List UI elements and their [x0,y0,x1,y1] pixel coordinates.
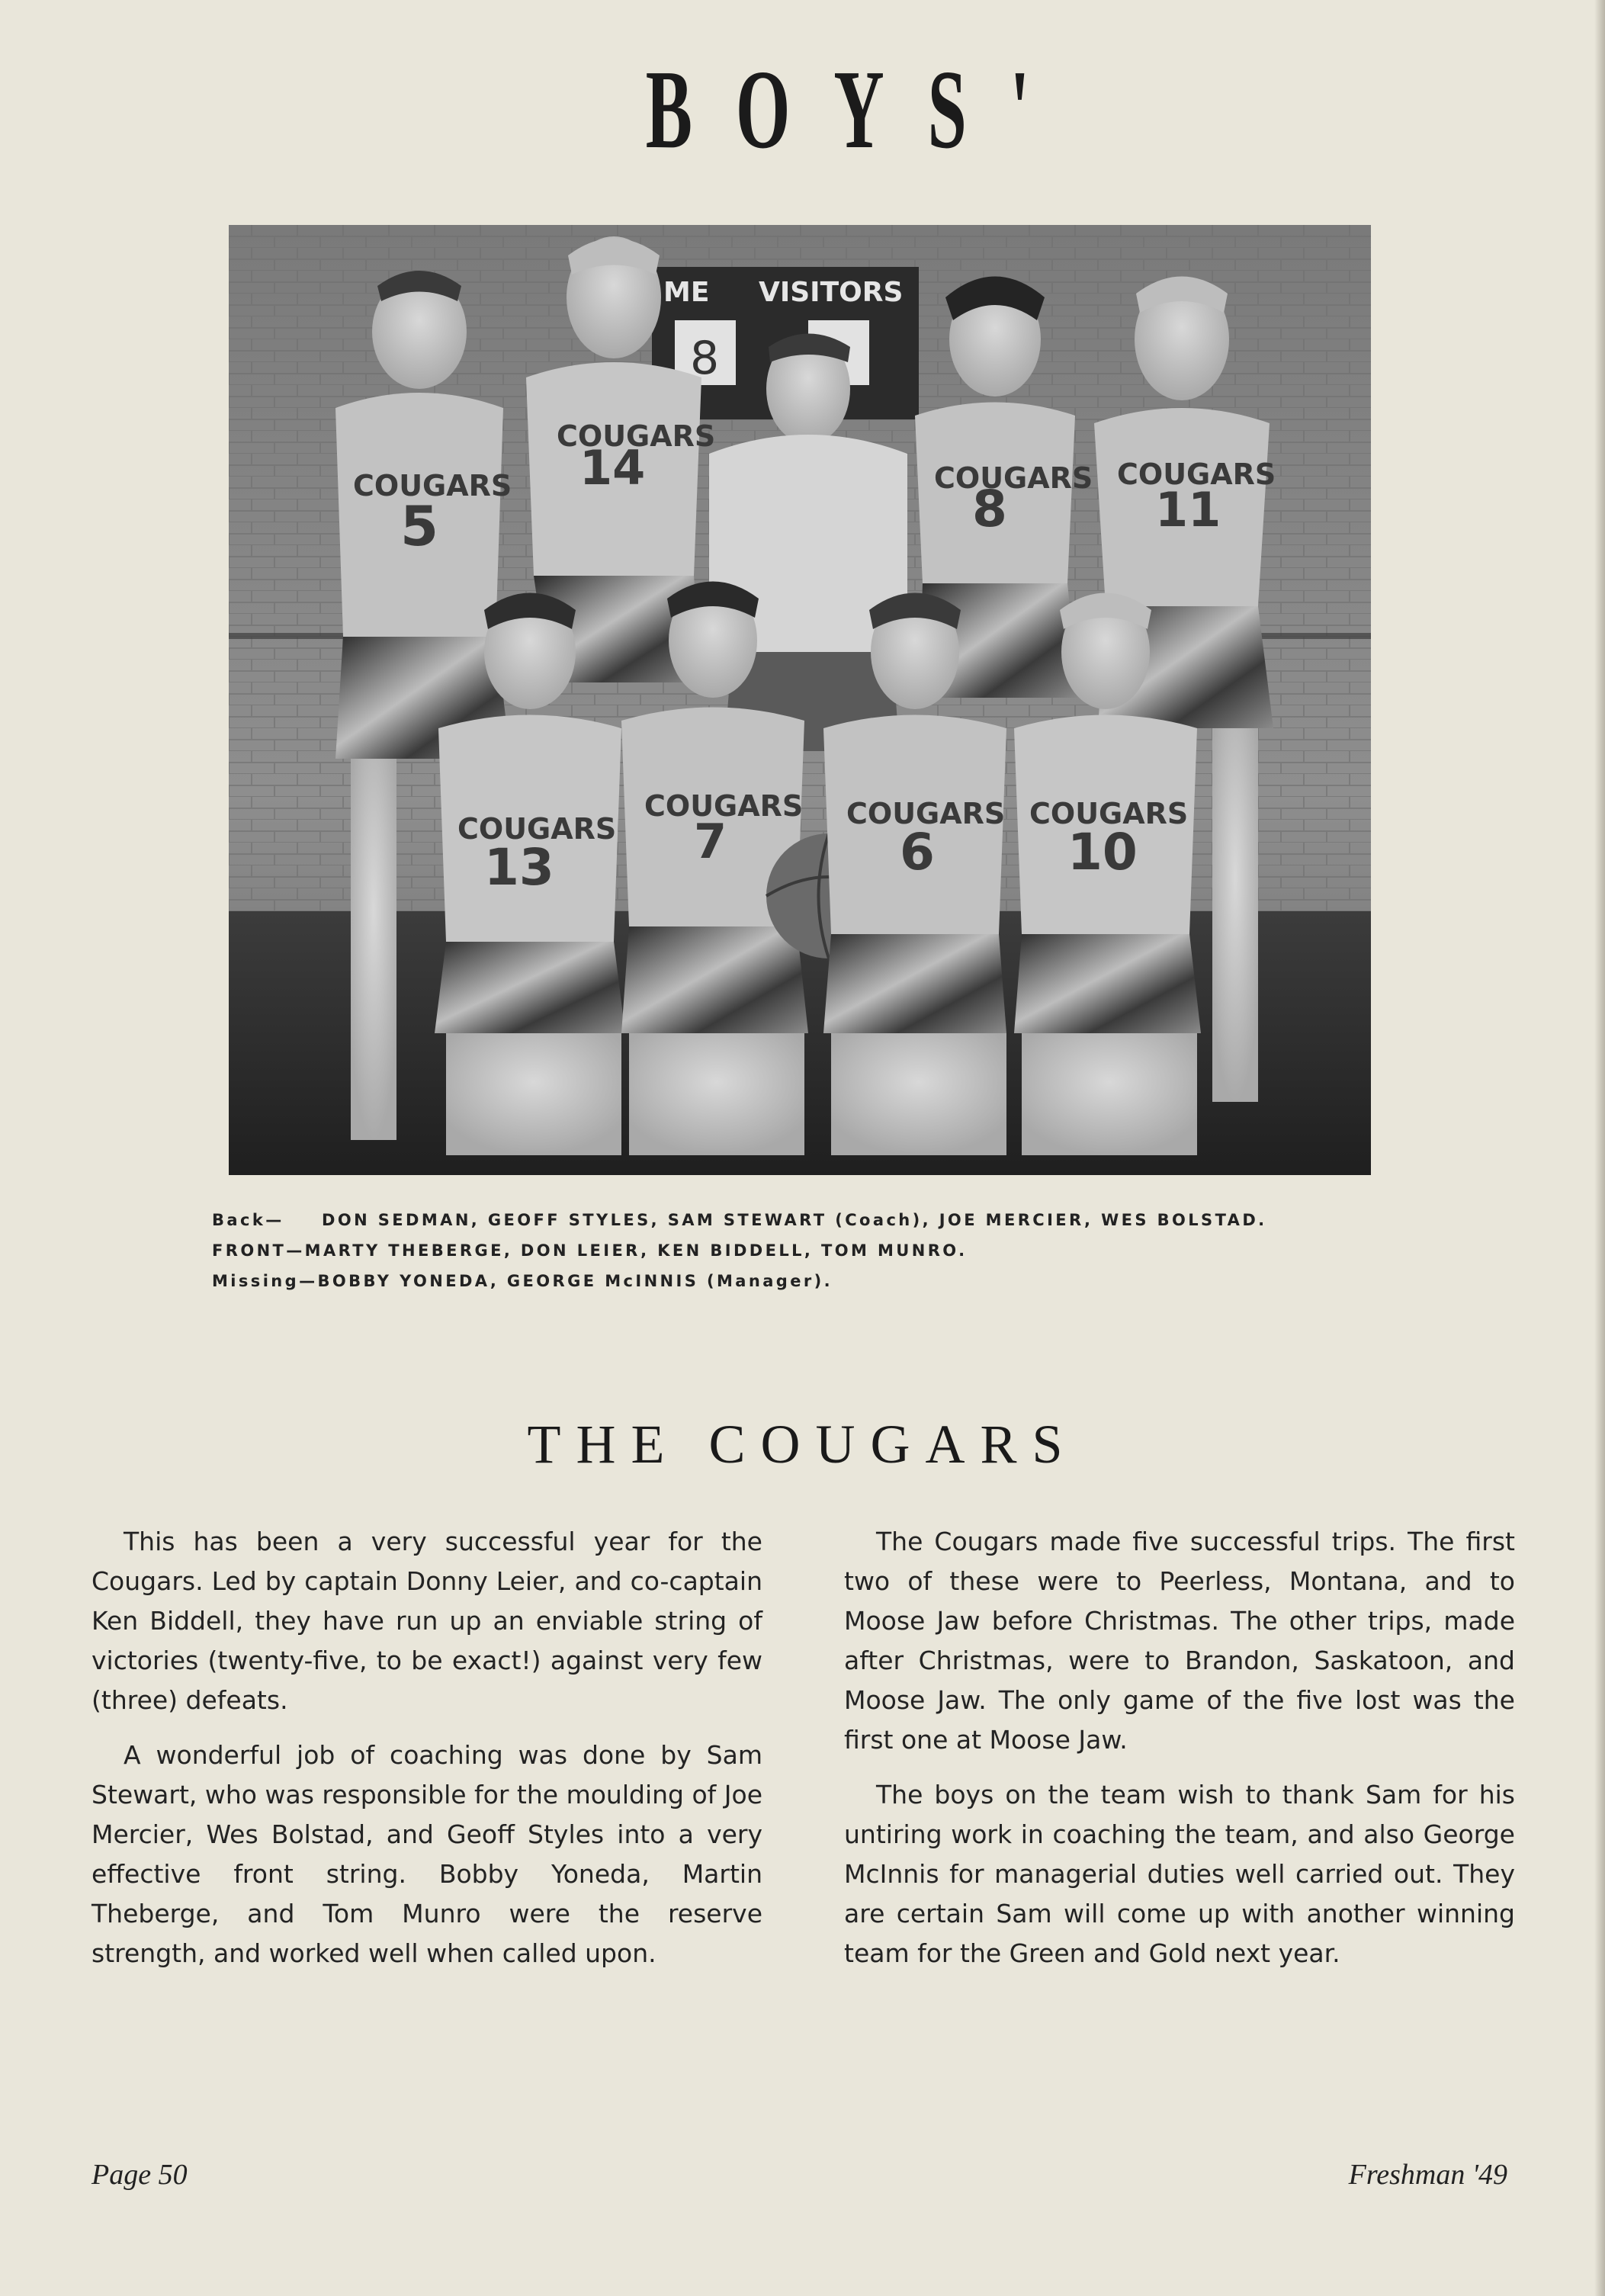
jersey-team-label: COUGARS [846,797,1006,830]
jersey-team-label: COUGARS [557,419,716,453]
publication-name: Freshman '49 [1348,2159,1507,2191]
jersey-team-label: COUGARS [934,461,1093,495]
caption-front-names: MARTY THEBERGE, DON LEIER, KEN BIDDELL, TOM MUNRO. [304,1241,968,1260]
page-edge-shadow [1594,0,1605,2296]
scoreboard-home-label: ME [663,277,710,308]
jersey-team-label: COUGARS [1029,797,1189,830]
jersey-number: 14 [579,440,646,496]
jersey-team-label: COUGARS [353,469,512,503]
jersey-team-label: COUGARS [644,789,804,823]
caption-back-names: DON SEDMAN, GEOFF STYLES, SAM STEWART (Coach), JOE MERCIER, WES BOLSTAD. [322,1211,1267,1229]
section-heading: THE COUGARS [527,1414,1078,1475]
caption-missing-row [212,1266,1401,1296]
article-left-column [91,1522,762,1989]
article-paragraph: The Cougars made five successful trips. The first two of these were to Peerless, Montana, and to Moose Jaw before Christmas. The other trips, made after Christmas, were to Brandon, Saskatoon, and Moose Jaw. The only game of the five lost was the first one at Moose Jaw. [844,1527,1515,1755]
jersey-number: 11 [1155,482,1221,538]
article-paragraph: The boys on the team wish to thank Sam for his untiring work in coaching the team, and also George McInnis for managerial duties well carried out. They are certain Sam will come up with another winning team for the Green and Gold next year. [844,1780,1515,1968]
caption-front-label: FRONT— [212,1241,305,1260]
caption-front-row [212,1235,1401,1266]
page-top-heading: BOYS' [645,47,1074,172]
jersey-number: 8 [972,480,1007,538]
jersey-number: 7 [694,814,727,869]
article-right-column [844,1522,1515,1989]
scoreboard-score: 8 [690,332,720,385]
caption-missing-names: BOBBY YONEDA, GEORGE McINNIS (Manager). [317,1272,833,1290]
article-paragraph: A wonderful job of coaching was done by Sam Stewart, who was responsible for the moulding of Joe Mercier, Wes Bolstad, and Geoff Styles into a very effective front string. Bobby Yoneda, Martin Theberge, and Tom Munro were the reserve strength, and worked well when called upon. [91,1740,762,1968]
jersey-number: 10 [1067,823,1138,881]
jersey-team-label: COUGARS [1117,458,1276,491]
jersey-number: 5 [400,494,439,558]
scoreboard-visitors-label: VISITORS [759,277,904,308]
jersey-number: 13 [484,838,554,897]
caption-back-row [212,1205,1401,1235]
caption-back-label: Back— [212,1211,284,1229]
jersey-team-label: COUGARS [457,812,617,846]
article-paragraph: This has been a very successful year for the Cougars. Led by captain Donny Leier, and co-captain Ken Biddell, they have run up an enviable string of victories (twenty-five, to be exact!) against very few (three) defeats. [91,1527,762,1715]
page-number: Page 50 [91,2159,188,2191]
jersey-number: 6 [900,823,935,881]
team-photo [229,225,1371,1175]
caption-missing-label: Missing— [212,1272,318,1290]
photo-caption [212,1205,1401,1296]
